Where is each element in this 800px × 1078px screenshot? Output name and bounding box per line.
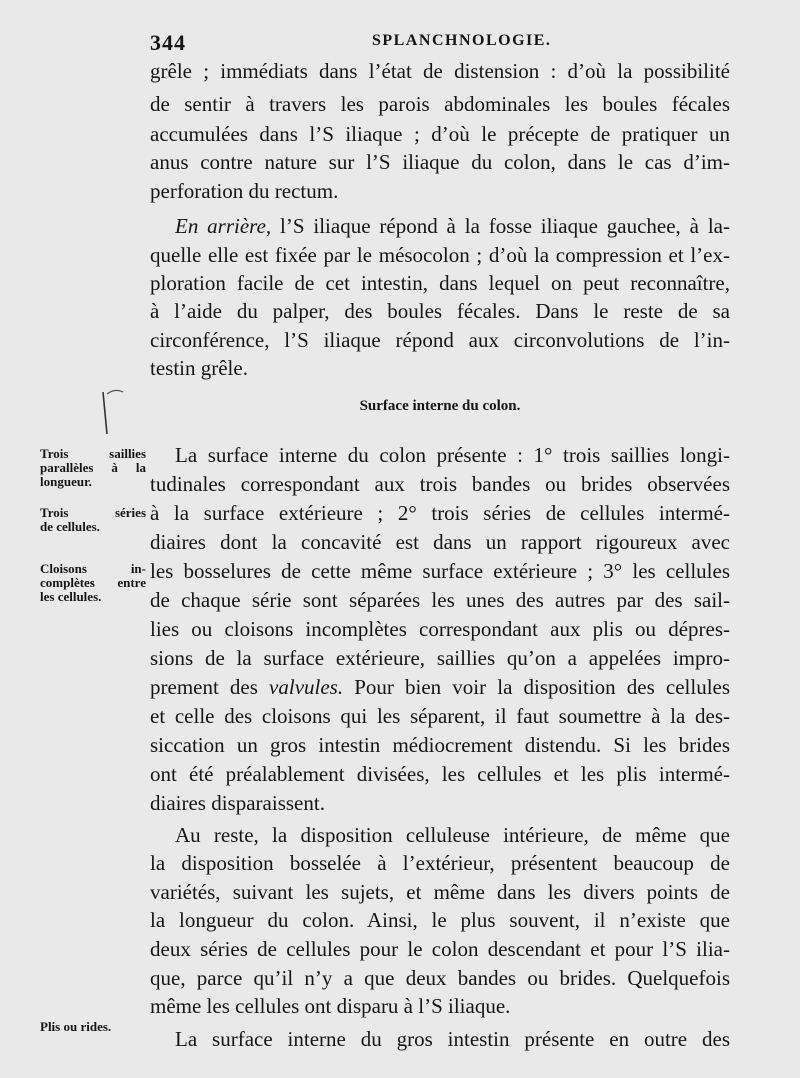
text-line: anus contre nature sur l’S iliaque du colon, dans le cas d’im-	[150, 150, 730, 174]
text-line: lies ou cloisons incomplètes correspondant aux plis ou dépres-	[150, 617, 730, 641]
text-line: que, parce qu’il n’y a que deux bandes ou brides. Quelquefois	[150, 966, 730, 990]
italic-phrase: valvules.	[269, 675, 344, 699]
text-line: accumulées dans l’S iliaque ; d’où le précepte de pratiquer un	[150, 122, 730, 146]
italic-phrase: En arrière,	[175, 214, 272, 238]
handwritten-mark-icon	[85, 388, 125, 438]
section-heading: Surface interne du colon.	[359, 398, 521, 414]
text-line: Au reste, la disposition celluleuse intérieure, de même que	[175, 823, 730, 847]
margin-note-plis: Plis ou rides.	[40, 1019, 112, 1034]
text-line: tudinales correspondant aux trois bandes ou brides observées	[150, 472, 730, 496]
text-line: la disposition bosselée à l’extérieur, présentent beaucoup de	[150, 851, 730, 875]
text-line: de chaque série sont séparées les unes des autres par des sail-	[150, 588, 730, 612]
text-line: En arrière, l’S iliaque répond à la fosse iliaque gauchee, à la-	[175, 214, 730, 238]
text-line: prement des valvules. Pour bien voir la disposition des cellules	[150, 675, 731, 699]
text-line: quelle elle est fixée par le mésocolon ; d’où la compression et l’ex-	[150, 243, 730, 267]
text-line: siccation un gros intestin médiocrement distendu. Si les brides	[150, 733, 730, 757]
text-line: La surface interne du gros intestin présente en outre des	[175, 1027, 730, 1051]
text-line: et celle des cloisons qui les séparent, il faut soumettre à la des-	[150, 704, 730, 728]
text-line: de sentir à travers les parois abdominales les boules fécales	[150, 92, 730, 116]
text-line: ploration facile de cet intestin, dans lequel on peut reconnaître,	[150, 271, 730, 295]
text-line: les bosselures de cette même surface extérieure ; 3° les cellules	[150, 559, 730, 583]
text-line: la longueur du colon. Ainsi, le plus souvent, il n’existe que	[150, 908, 730, 932]
page-number: 344	[150, 30, 186, 55]
text-line: diaires dont la concavité est dans un rapport rigoureux avec	[150, 530, 730, 554]
text-line: sions de la surface extérieure, saillies qu’on a appelées impro-	[150, 646, 730, 670]
text-line: à l’aide du palper, des boules fécales. Dans le reste de sa	[150, 299, 730, 323]
margin-note-cloisons: Cloisons in- complètes entre les cellules.	[40, 561, 146, 604]
text-line: ont été préalablement divisées, les cellules et les plis intermé-	[150, 762, 730, 786]
running-title: SPLANCHNOLOGIE.	[372, 32, 552, 49]
text-line: testin grêle.	[150, 356, 248, 380]
margin-note-trois-saillies: Trois saillies parallèles à la longueur.	[40, 446, 146, 489]
text-line: La surface interne du colon présente : 1° trois saillies longi-	[175, 443, 730, 467]
text-line: même les cellules ont disparu à l’S iliaque.	[150, 994, 511, 1018]
text-line: deux séries de cellules pour le colon descendant et pour l’S ilia-	[150, 937, 730, 961]
text-line: variétés, suivant les sujets, et même dans les divers points de	[150, 880, 730, 904]
page-header	[150, 30, 730, 54]
margin-note-trois-series: Trois séries de cellules.	[40, 505, 146, 534]
text-line: à la surface extérieure ; 2° trois séries de cellules intermé-	[150, 501, 730, 525]
text-line: circonférence, l’S iliaque répond aux circonvolutions de l’in-	[150, 328, 730, 352]
text-line: grêle ; immédiats dans l’état de distension : d’où la possibilité	[150, 59, 730, 83]
text-line: perforation du rectum.	[150, 179, 339, 203]
text-line: diaires disparaissent.	[150, 791, 325, 815]
